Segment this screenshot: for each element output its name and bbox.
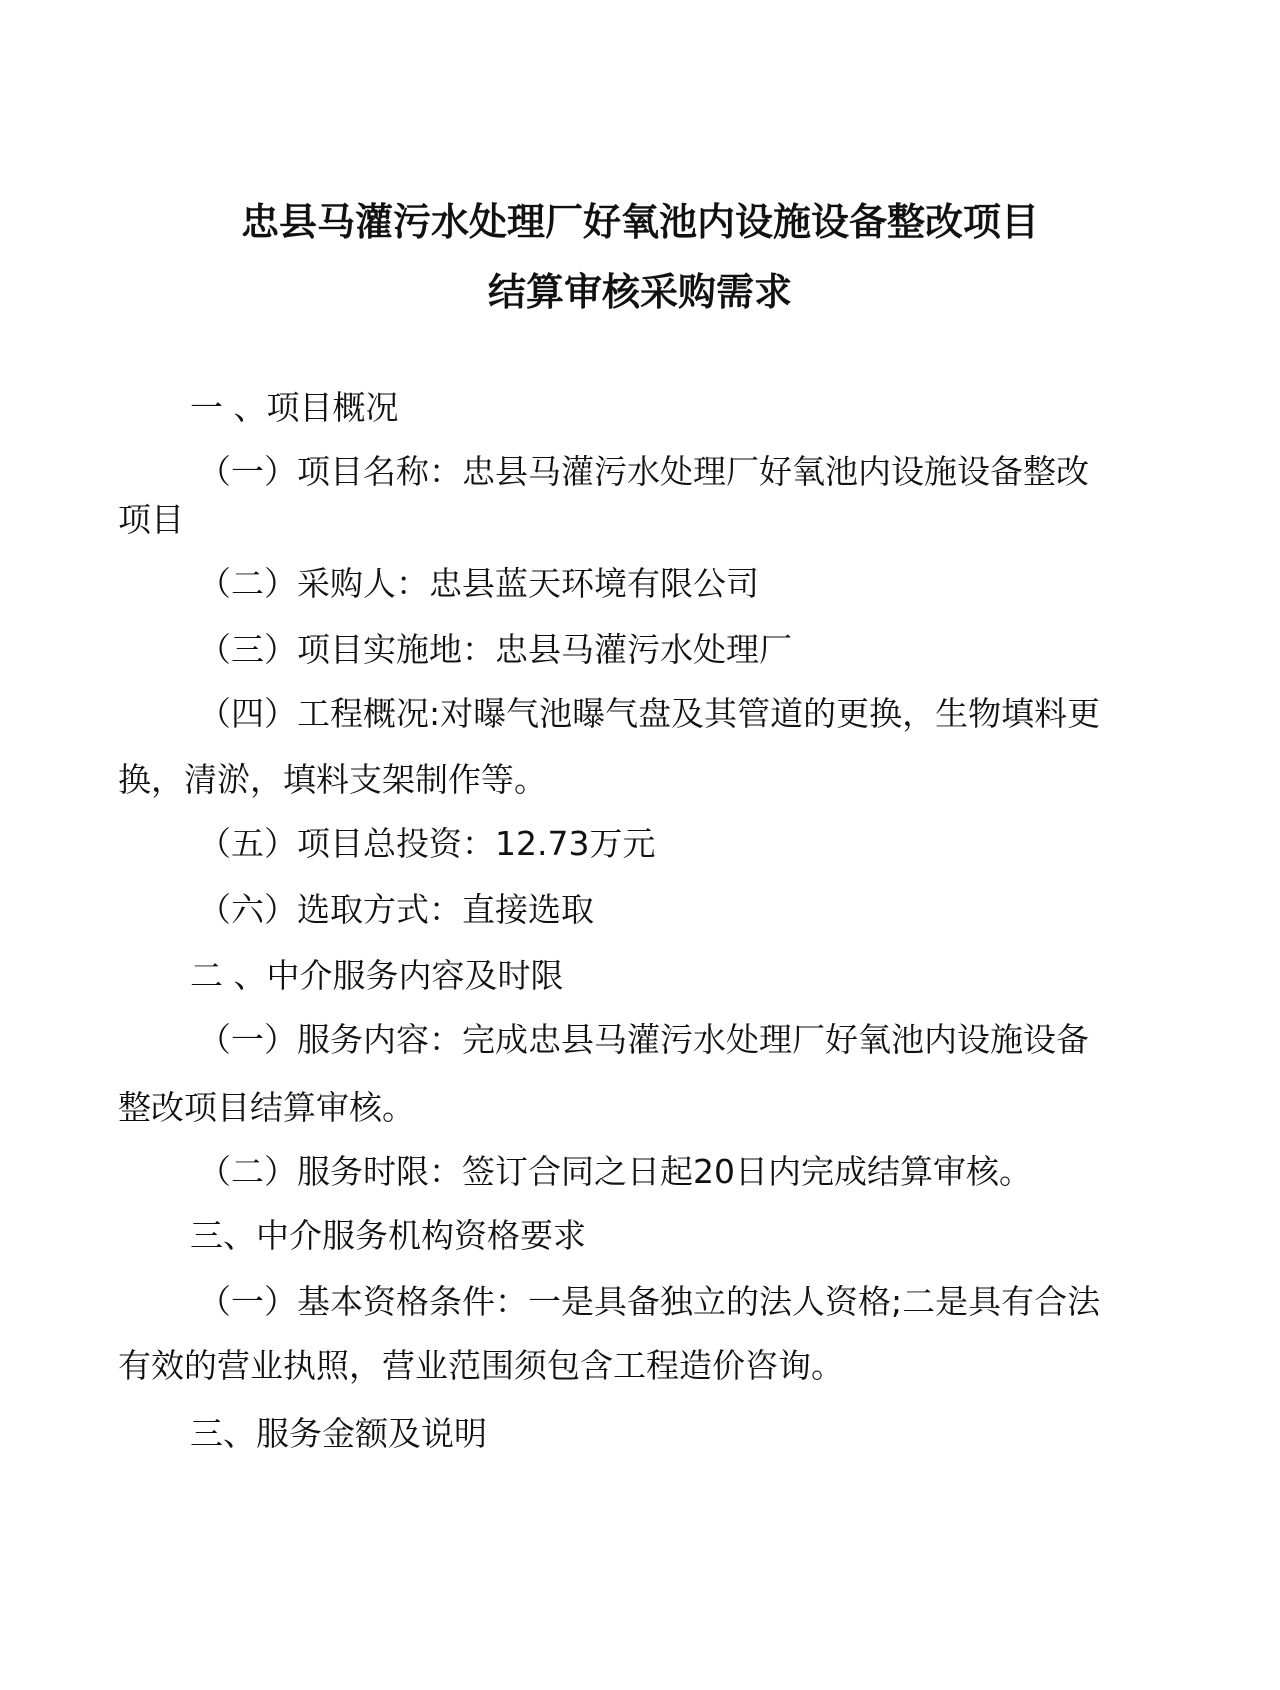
section-3-item-1-line-2: 有效的营业执照，营业范围须包含工程造价咨询。: [118, 1346, 844, 1385]
section-2-item-1-line-2: 整改项目结算审核。: [118, 1088, 415, 1127]
section-1-heading: 一 、项目概况: [190, 388, 399, 427]
section-1-item-5: （五）项目总投资：12.73万元: [198, 824, 656, 863]
section-2-heading: 二 、中介服务内容及时限: [190, 956, 564, 995]
section-2-item-1-line-1: （一）服务内容：完成忠县马灌污水处理厂好氧池内设施设备: [198, 1020, 1089, 1059]
section-4-heading: 三、服务金额及说明: [190, 1414, 487, 1453]
section-3-item-1-line-1: （一）基本资格条件：一是具备独立的法人资格;二是具有合法: [198, 1282, 1101, 1321]
document-title-line-2: 结算审核采购需求: [487, 270, 792, 314]
section-1-item-6: （六）选取方式：直接选取: [198, 890, 594, 929]
section-1-item-1-line-2: 项目: [118, 500, 184, 539]
document-title-line-1: 忠县马灌污水处理厂好氧池内设施设备整改项目: [240, 200, 1039, 244]
section-1-item-4-line-1: （四）工程概况:对曝气池曝气盘及其管道的更换，生物填料更: [198, 694, 1101, 733]
section-1-item-3: （三）项目实施地：忠县马灌污水处理厂: [198, 630, 792, 669]
section-2-item-2: （二）服务时限：签订合同之日起20日内完成结算审核。: [198, 1152, 1032, 1191]
section-1-item-2: （二）采购人：忠县蓝天环境有限公司: [198, 564, 759, 603]
section-1-item-4-line-2: 换，清淤，填料支架制作等。: [118, 760, 547, 799]
section-3-heading: 三、中介服务机构资格要求: [190, 1216, 586, 1255]
section-1-item-1-line-1: （一）项目名称：忠县马灌污水处理厂好氧池内设施设备整改: [198, 452, 1089, 491]
